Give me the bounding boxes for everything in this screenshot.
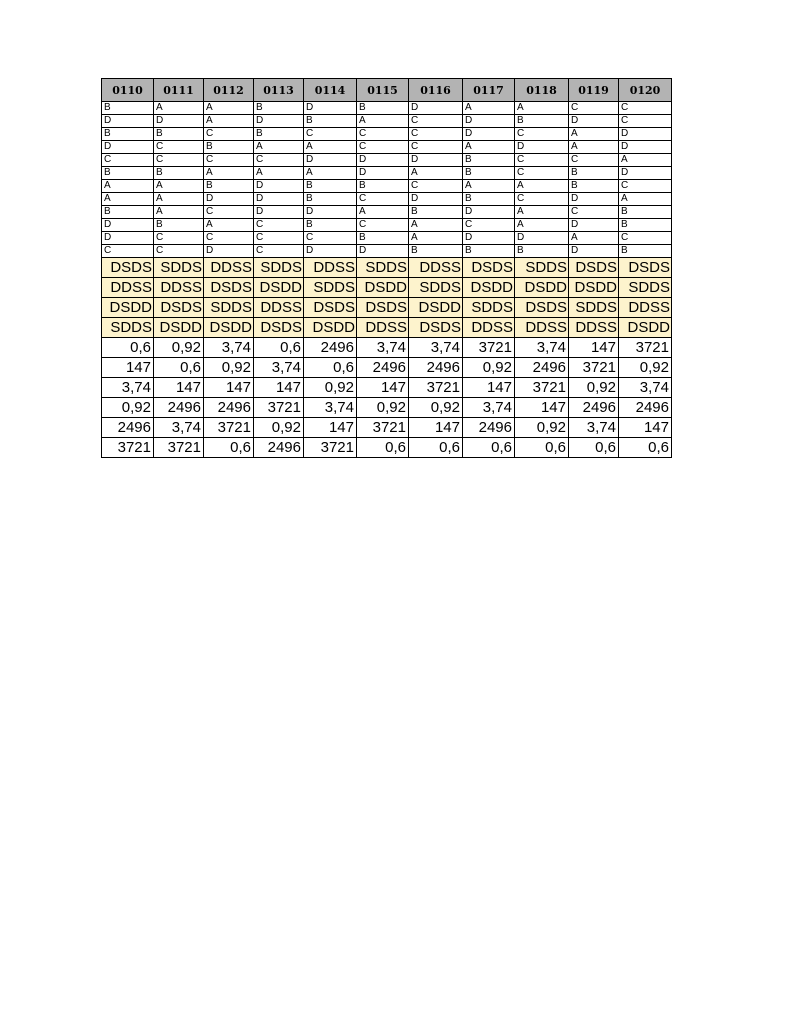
table-cell: D [204, 245, 254, 258]
table-cell: A [409, 167, 463, 180]
letter-row [102, 102, 672, 115]
table-cell: C [569, 154, 619, 167]
table-cell: DSDD [154, 318, 204, 338]
table-cell: C [619, 180, 672, 193]
table-cell: DDSS [463, 318, 515, 338]
table-cell: 147 [619, 418, 672, 438]
table-cell: D [102, 115, 154, 128]
table-cell: DSDS [569, 258, 619, 278]
table-cell: D [515, 141, 569, 154]
table-cell: DSDD [619, 318, 672, 338]
table-cell: D [102, 219, 154, 232]
table-cell: C [154, 245, 204, 258]
table-cell: 147 [569, 338, 619, 358]
number-row [102, 398, 672, 418]
table-cell: B [463, 167, 515, 180]
table-cell: D [304, 154, 357, 167]
table-cell: 3721 [102, 438, 154, 458]
table-cell: B [204, 180, 254, 193]
answer-key-table [101, 78, 672, 458]
table-cell: 0,6 [304, 358, 357, 378]
table-cell: 3,74 [409, 338, 463, 358]
table-cell: A [463, 102, 515, 115]
table-cell: 3721 [304, 438, 357, 458]
table-cell: B [569, 167, 619, 180]
table-cell: 0,6 [569, 438, 619, 458]
table-cell: 147 [102, 358, 154, 378]
table-cell: B [304, 115, 357, 128]
table-cell: 3,74 [102, 378, 154, 398]
table-cell: SDDS [409, 278, 463, 298]
table-cell: D [619, 141, 672, 154]
table-cell: A [154, 193, 204, 206]
table-cell: B [102, 102, 154, 115]
table-cell: DSDD [463, 278, 515, 298]
table-cell: B [619, 219, 672, 232]
table-cell: 0,6 [619, 438, 672, 458]
column-header: 0111 [154, 79, 204, 102]
letter-row [102, 128, 672, 141]
table-cell: 147 [463, 378, 515, 398]
table-cell: 0,6 [463, 438, 515, 458]
table-cell: A [204, 219, 254, 232]
table-cell: A [409, 219, 463, 232]
table-cell: B [204, 141, 254, 154]
table-cell: B [154, 167, 204, 180]
table-cell: B [569, 180, 619, 193]
table-cell: D [463, 115, 515, 128]
table-cell: A [304, 167, 357, 180]
table-cell: DDSS [515, 318, 569, 338]
table-cell: 0,6 [515, 438, 569, 458]
table-cell: D [409, 193, 463, 206]
table-cell: A [204, 115, 254, 128]
table-cell: C [463, 219, 515, 232]
table-cell: A [254, 167, 304, 180]
table-cell: 3,74 [619, 378, 672, 398]
table-cell: D [304, 102, 357, 115]
table-cell: SDDS [204, 298, 254, 318]
table-cell: A [463, 180, 515, 193]
table-cell: B [409, 245, 463, 258]
table-cell: D [619, 128, 672, 141]
table-cell: B [102, 206, 154, 219]
table-cell: D [357, 167, 409, 180]
table-cell: 0,92 [409, 398, 463, 418]
table-cell: D [463, 128, 515, 141]
table-cell: B [304, 193, 357, 206]
table-cell: D [154, 115, 204, 128]
table-cell: D [357, 154, 409, 167]
table-cell: C [254, 219, 304, 232]
table-cell: D [254, 193, 304, 206]
table-cell: DSDD [204, 318, 254, 338]
table-cell: A [357, 115, 409, 128]
table-cell: A [154, 206, 204, 219]
code-row [102, 278, 672, 298]
table-cell: A [569, 141, 619, 154]
table-cell: D [515, 232, 569, 245]
table-cell: A [515, 206, 569, 219]
table-cell: B [102, 167, 154, 180]
number-row [102, 378, 672, 398]
table-cell: 3721 [254, 398, 304, 418]
table-cell: DSDS [463, 258, 515, 278]
table-cell: 147 [357, 378, 409, 398]
letter-row [102, 167, 672, 180]
table-cell: SDDS [102, 318, 154, 338]
table-cell: A [463, 141, 515, 154]
table-cell: 3,74 [463, 398, 515, 418]
table-cell: D [204, 193, 254, 206]
code-row [102, 318, 672, 338]
table-cell: B [409, 206, 463, 219]
table-cell: 0,6 [154, 358, 204, 378]
letter-row [102, 206, 672, 219]
table-cell: D [254, 206, 304, 219]
table-cell: DSDS [304, 298, 357, 318]
table-cell: D [409, 154, 463, 167]
table-cell: SDDS [254, 258, 304, 278]
table-cell: 2496 [102, 418, 154, 438]
table-cell: 0,6 [204, 438, 254, 458]
letter-row [102, 115, 672, 128]
table-cell: 0,92 [102, 398, 154, 418]
table-cell: SDDS [304, 278, 357, 298]
table-cell: C [619, 115, 672, 128]
table-cell: 147 [154, 378, 204, 398]
table-cell: DSDD [515, 278, 569, 298]
table-cell: C [515, 154, 569, 167]
table-cell: DSDS [357, 298, 409, 318]
table-cell: B [304, 180, 357, 193]
table-cell: 2496 [409, 358, 463, 378]
table-cell: 0,92 [619, 358, 672, 378]
table-cell: SDDS [357, 258, 409, 278]
table-cell: 3721 [463, 338, 515, 358]
table-cell: DSDS [254, 318, 304, 338]
table-cell: 0,92 [304, 378, 357, 398]
column-header: 0112 [204, 79, 254, 102]
table-cell: DSDS [409, 318, 463, 338]
table-cell: A [569, 232, 619, 245]
table-cell: B [463, 154, 515, 167]
table-cell: 2496 [463, 418, 515, 438]
letter-row [102, 141, 672, 154]
table-cell: 0,92 [569, 378, 619, 398]
table-cell: C [409, 180, 463, 193]
letter-row [102, 154, 672, 167]
table-cell: A [204, 167, 254, 180]
table-cell: B [357, 180, 409, 193]
table-cell: D [254, 115, 304, 128]
table-cell: D [102, 232, 154, 245]
table-cell: D [254, 180, 304, 193]
table-cell: B [515, 245, 569, 258]
table-cell: D [569, 245, 619, 258]
table-cell: C [154, 141, 204, 154]
table-cell: C [204, 128, 254, 141]
table-cell: SDDS [515, 258, 569, 278]
table-cell: A [102, 180, 154, 193]
table-cell: DSDD [357, 278, 409, 298]
table-cell: 0,92 [154, 338, 204, 358]
table-cell: C [515, 128, 569, 141]
table-cell: B [619, 245, 672, 258]
table-cell: C [357, 219, 409, 232]
table-cell: B [357, 102, 409, 115]
letter-row [102, 180, 672, 193]
table-cell: C [515, 167, 569, 180]
table-cell: 2496 [304, 338, 357, 358]
table-cell: DSDD [102, 298, 154, 318]
table-cell: C [515, 193, 569, 206]
table-cell: C [204, 232, 254, 245]
table-cell: 3721 [204, 418, 254, 438]
table-cell: DDSS [102, 278, 154, 298]
table-cell: 3721 [619, 338, 672, 358]
table-cell: 2496 [569, 398, 619, 418]
table-cell: DSDD [569, 278, 619, 298]
table-cell: C [102, 245, 154, 258]
table-cell: B [304, 219, 357, 232]
table-cell: D [357, 245, 409, 258]
table-cell: 0,6 [357, 438, 409, 458]
table-cell: C [357, 141, 409, 154]
table-cell: C [569, 102, 619, 115]
table-cell: DDSS [409, 258, 463, 278]
table-cell: 2496 [204, 398, 254, 418]
table-cell: 3,74 [254, 358, 304, 378]
table-cell: 147 [409, 418, 463, 438]
table-cell: DSDS [204, 278, 254, 298]
table-cell: D [304, 245, 357, 258]
table-cell: A [619, 154, 672, 167]
table-cell: A [154, 102, 204, 115]
table-cell: DSDD [254, 278, 304, 298]
table-cell: C [254, 245, 304, 258]
letter-row [102, 232, 672, 245]
number-row [102, 418, 672, 438]
number-row [102, 338, 672, 358]
table-cell: 0,92 [515, 418, 569, 438]
table-cell: C [204, 154, 254, 167]
table-cell: 0,6 [102, 338, 154, 358]
table-cell: B [254, 128, 304, 141]
table-cell: C [154, 154, 204, 167]
table-cell: A [102, 193, 154, 206]
table-cell: D [569, 219, 619, 232]
table-cell: C [102, 154, 154, 167]
table-cell: B [254, 102, 304, 115]
table-cell: C [304, 128, 357, 141]
table-cell: 0,92 [357, 398, 409, 418]
column-header: 0115 [357, 79, 409, 102]
table-cell: B [515, 115, 569, 128]
table-cell: DDSS [154, 278, 204, 298]
table-cell: 0,92 [254, 418, 304, 438]
table-cell: 2496 [254, 438, 304, 458]
table-cell: 2496 [515, 358, 569, 378]
table-cell: 147 [204, 378, 254, 398]
table-cell: 3721 [154, 438, 204, 458]
table-cell: C [409, 128, 463, 141]
table-cell: C [357, 193, 409, 206]
table-cell: D [304, 206, 357, 219]
header-row [102, 79, 672, 102]
table-cell: DDSS [304, 258, 357, 278]
table-cell: B [463, 193, 515, 206]
table-cell: A [357, 206, 409, 219]
table-cell: 3721 [569, 358, 619, 378]
table-cell: 2496 [619, 398, 672, 418]
table-cell: 147 [254, 378, 304, 398]
table-cell: C [409, 115, 463, 128]
table-cell: DSDS [102, 258, 154, 278]
table-cell: DDSS [357, 318, 409, 338]
table-cell: A [254, 141, 304, 154]
table-cell: C [619, 102, 672, 115]
table-cell: B [102, 128, 154, 141]
table-cell: C [304, 232, 357, 245]
table-cell: DSDD [304, 318, 357, 338]
table-cell: D [619, 167, 672, 180]
table-cell: B [463, 245, 515, 258]
table-cell: A [409, 232, 463, 245]
table-cell: A [569, 128, 619, 141]
table-cell: B [154, 219, 204, 232]
table-cell: B [357, 232, 409, 245]
table-cell: 3,74 [569, 418, 619, 438]
table-cell: 3721 [515, 378, 569, 398]
table-cell: D [569, 115, 619, 128]
table-cell: A [204, 102, 254, 115]
letter-row [102, 245, 672, 258]
table-cell: SDDS [619, 278, 672, 298]
table-cell: 0,6 [254, 338, 304, 358]
code-row [102, 298, 672, 318]
table-cell: 0,6 [409, 438, 463, 458]
column-header: 0114 [304, 79, 357, 102]
table-cell: SDDS [569, 298, 619, 318]
table-cell: DDSS [204, 258, 254, 278]
table-cell: 2496 [154, 398, 204, 418]
table-cell: A [154, 180, 204, 193]
column-header: 0110 [102, 79, 154, 102]
table-cell: DSDS [515, 298, 569, 318]
code-row [102, 258, 672, 278]
letter-row [102, 193, 672, 206]
table-cell: 3,74 [357, 338, 409, 358]
column-header: 0117 [463, 79, 515, 102]
table-cell: 147 [515, 398, 569, 418]
table-cell: D [409, 102, 463, 115]
table-cell: A [304, 141, 357, 154]
table-cell: D [569, 193, 619, 206]
column-header: 0116 [409, 79, 463, 102]
table-cell: DSDD [409, 298, 463, 318]
column-header: 0113 [254, 79, 304, 102]
table-cell: 147 [304, 418, 357, 438]
table-cell: 3,74 [154, 418, 204, 438]
number-row [102, 438, 672, 458]
number-row [102, 358, 672, 378]
table-cell: A [515, 102, 569, 115]
table-cell: DSDS [619, 258, 672, 278]
table-cell: 0,92 [463, 358, 515, 378]
table-cell: C [357, 128, 409, 141]
table-cell: C [254, 154, 304, 167]
table-cell: SDDS [463, 298, 515, 318]
table-cell: 2496 [357, 358, 409, 378]
table-cell: D [463, 232, 515, 245]
table-cell: D [102, 141, 154, 154]
column-header: 0119 [569, 79, 619, 102]
table-cell: 3,74 [515, 338, 569, 358]
table-cell: A [515, 219, 569, 232]
column-header: 0120 [619, 79, 672, 102]
table-cell: C [204, 206, 254, 219]
table-cell: 3721 [409, 378, 463, 398]
table-cell: DDSS [254, 298, 304, 318]
table-cell: C [409, 141, 463, 154]
table-cell: DDSS [569, 318, 619, 338]
table-cell: C [619, 232, 672, 245]
table-cell: 3721 [357, 418, 409, 438]
table-cell: A [619, 193, 672, 206]
table-cell: C [154, 232, 204, 245]
table-cell: D [463, 206, 515, 219]
table-cell: DDSS [619, 298, 672, 318]
column-header: 0118 [515, 79, 569, 102]
table-cell: B [154, 128, 204, 141]
table-cell: 0,92 [204, 358, 254, 378]
letter-row [102, 219, 672, 232]
table-cell: A [515, 180, 569, 193]
table-cell: 3,74 [304, 398, 357, 418]
table-cell: C [254, 232, 304, 245]
table-cell: 3,74 [204, 338, 254, 358]
table-cell: B [619, 206, 672, 219]
table-cell: DSDS [154, 298, 204, 318]
table-cell: SDDS [154, 258, 204, 278]
table-cell: C [569, 206, 619, 219]
